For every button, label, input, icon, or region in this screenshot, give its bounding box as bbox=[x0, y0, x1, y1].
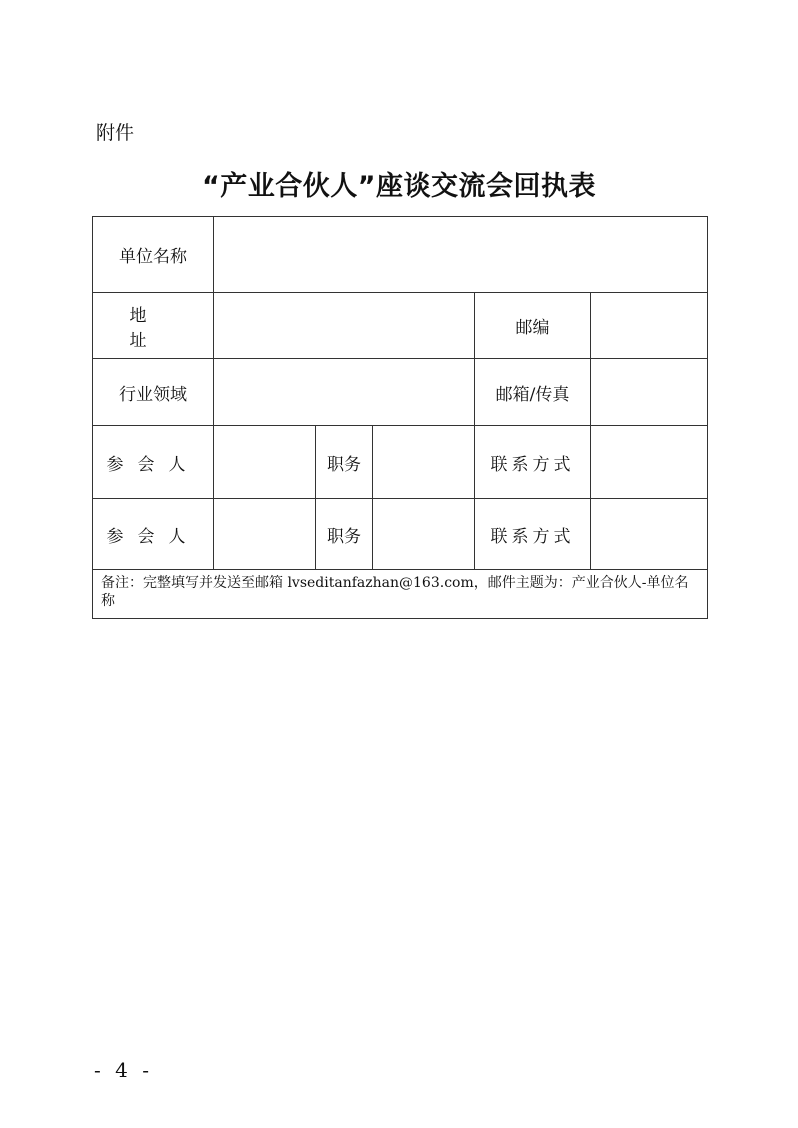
position-label: 职务 bbox=[316, 426, 373, 499]
postcode-field[interactable] bbox=[591, 293, 708, 359]
reply-form-table bbox=[92, 216, 708, 619]
position-field[interactable] bbox=[373, 499, 475, 570]
postcode-label: 邮编 bbox=[475, 293, 591, 359]
row-unit-name bbox=[93, 217, 708, 293]
position-field[interactable] bbox=[373, 426, 475, 499]
note-text: 备注：完整填写并发送至邮箱 lvseditanfazhan@163.com，邮件主题为：产业合伙人-单位名称 bbox=[93, 570, 708, 619]
industry-field[interactable] bbox=[214, 359, 475, 426]
email-fax-label: 邮箱/传真 bbox=[475, 359, 591, 426]
contact-label: 联系方式 bbox=[475, 499, 591, 570]
unit-name-label: 单位名称 bbox=[93, 217, 214, 293]
attendee-name-field[interactable] bbox=[214, 426, 316, 499]
row-note bbox=[93, 570, 708, 619]
address-label: 地 址 bbox=[93, 293, 214, 359]
page-number: - 4 - bbox=[94, 1058, 153, 1082]
contact-field[interactable] bbox=[591, 499, 708, 570]
contact-label: 联系方式 bbox=[475, 426, 591, 499]
attachment-label: 附件 bbox=[96, 122, 135, 144]
row-attendee-2 bbox=[93, 499, 708, 570]
attendee-label: 参会人 bbox=[93, 426, 214, 499]
contact-field[interactable] bbox=[591, 426, 708, 499]
row-attendee-1 bbox=[93, 426, 708, 499]
attendee-label: 参会人 bbox=[93, 499, 214, 570]
row-address bbox=[93, 293, 708, 359]
attendee-name-field[interactable] bbox=[214, 499, 316, 570]
unit-name-field[interactable] bbox=[214, 217, 708, 293]
row-industry bbox=[93, 359, 708, 426]
address-field[interactable] bbox=[214, 293, 475, 359]
email-fax-field[interactable] bbox=[591, 359, 708, 426]
form-title: “产业合伙人”座谈交流会回执表 bbox=[202, 171, 596, 202]
industry-label: 行业领域 bbox=[93, 359, 214, 426]
position-label: 职务 bbox=[316, 499, 373, 570]
